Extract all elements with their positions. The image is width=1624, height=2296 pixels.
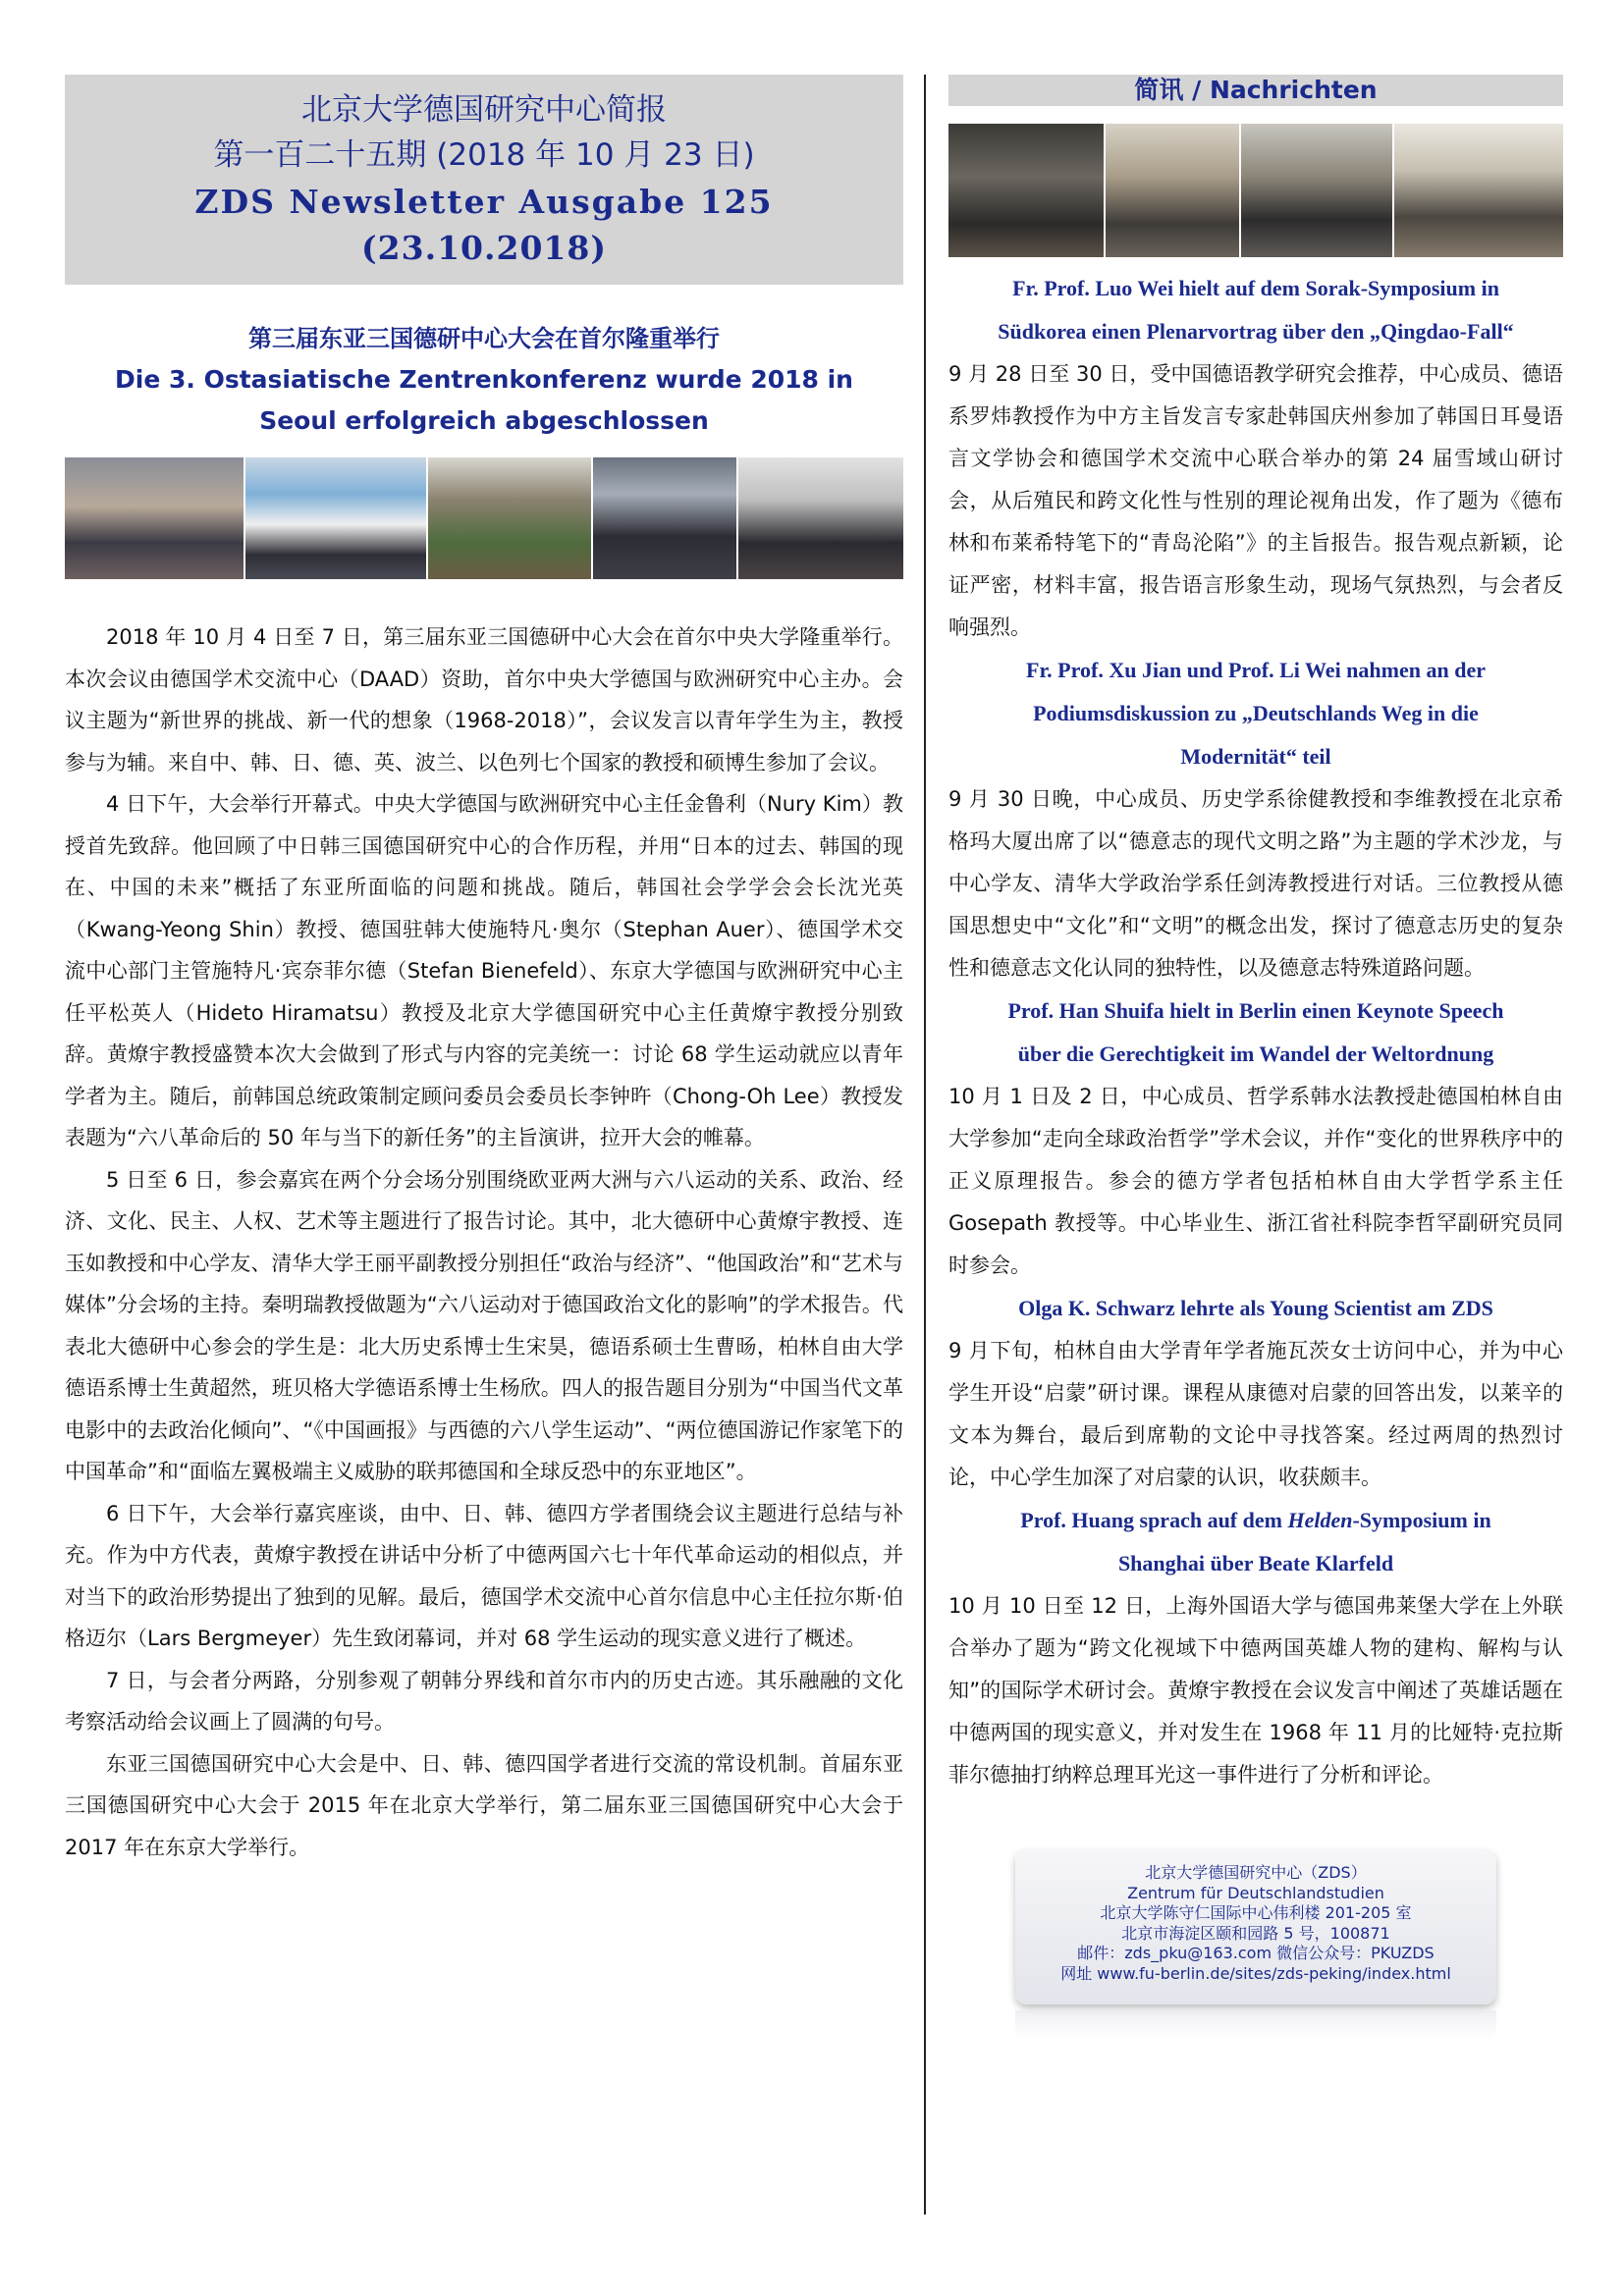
contact-box [1015, 1849, 1496, 2004]
contact-org-zh: 北京大学德国研究中心（ZDS） [1145, 1863, 1367, 1882]
news-title-part: -Symposium in [1352, 1508, 1491, 1532]
news-photo-audience [1106, 124, 1241, 257]
main-article-title-de-1: Die 3. Ostasiatische Zentrenkonferenz wurde 2018 in [115, 365, 853, 394]
news-body: 9 月 28 日至 30 日，受中国德语教学研究会推荐，中心成员、德语系罗炜教授作为中方主旨发言专家赴韩国庆州参加了韩国日耳曼语言文学协会和德国学术交流中心联合举办的第 24 届雪域山研讨会，从后殖民和跨文化性与性别的理论视角出发，作了题为《德布林和布莱希特笔下的“青岛沦陷”》的主旨报告。报告观点新颖，论证严密，材料丰富，报告语言形象生动，现场气氛热烈，与会者反响强烈。 [948, 362, 1563, 639]
main-article-title-zh: 第三届东亚三国德研中心大会在首尔隆重举行 [248, 325, 720, 352]
news-list [948, 267, 1563, 1796]
news-item [948, 1287, 1563, 1499]
news-title-line: Shanghai über Beate Klarfeld [1117, 1551, 1394, 1575]
news-body: 9 月下旬，柏林自由大学青年学者施瓦茨女士访问中心，并为中心学生开设“启蒙”研讨课。课程从康德对启蒙的回答出发，以莱辛的文本为舞台，最后到席勒的文论中寻找答案。经过两周的热烈讨论，中心学生加深了对启蒙的认识，收获颇丰。 [948, 1339, 1563, 1489]
main-article-paragraph: 4 日下午，大会举行开幕式。中央大学德国与欧洲研究中心主任金鲁利（Nury Kim）教授首先致辞。他回顾了中日韩三国德国研究中心的合作历程，并用“日本的过去、韩国的现在、中国的未来”概括了东亚所面临的问题和挑战。随后，韩国社会学学会会长沈光英（Kwang-Yeong Shin）教授、德国驻韩大使施特凡·奥尔（Stephan Auer）、德国学术交流中心部门主管施特凡·宾奈菲尔德（Stefan Bienefeld）、东京大学德国与欧洲研究中心主任平松英人（Hideto Hiramatsu）教授及北京大学德国研究中心主任黄燎宇教授分别致辞。黄燎宇教授盛赞本次大会做到了形式与内容的完美统一：讨论 68 学生运动就应以青年学者为主。随后，前韩国总统政策制定顾问委员会委员长李钟旿（Chong-Oh Lee）教授发表题为“六八革命后的 50 年与当下的新任务”的主旨演讲，拉开大会的帷幕。 [65, 792, 903, 1149]
main-article-paragraph: 6 日下午，大会举行嘉宾座谈，由中、日、韩、德四方学者围绕会议主题进行总结与补充。作为中方代表，黄燎宇教授在讲话中分析了中德两国六七十年代革命运动的相似点，并对当下的政治形势提出了独到的见解。最后，德国学术交流中心首尔信息中心主任拉尔斯·伯格迈尔（Lars Bergmeyer）先生致闭幕词，并对 68 学生运动的现实意义进行了概述。 [65, 1501, 903, 1650]
news-item [948, 1499, 1563, 1796]
masthead-issue-zh: 第一百二十五期 (2018 年 10 月 23 日) [213, 137, 755, 173]
conference-photo-building [428, 457, 593, 579]
masthead-date: (23.10.2018) [361, 229, 607, 267]
main-article-body [65, 616, 903, 1868]
news-title-line: Fr. Prof. Xu Jian und Prof. Li Wei nahmen an der [1026, 658, 1486, 682]
news-photo-lecture [948, 124, 1106, 257]
news-item [948, 267, 1563, 649]
main-article-paragraph: 7 日，与会者分两路，分别参观了朝韩分界线和首尔市内的历史古迹。其乐融融的文化考察活动给会议画上了圆满的句号。 [65, 1668, 903, 1734]
news-photo-strip [948, 124, 1563, 257]
news-item [948, 989, 1563, 1287]
contact-org-de: Zentrum für Deutschlandstudien [1127, 1883, 1384, 1902]
conference-photo-strip [65, 457, 903, 579]
contact-address-building: 北京大学陈守仁国际中心伟利楼 201-205 室 [1100, 1903, 1412, 1922]
main-article-paragraph: 东亚三国德国研究中心大会是中、日、韩、德四国学者进行交流的常设机制。首届东亚三国德国研究中心大会于 2015 年在北京大学举行，第二届东亚三国德国研究中心大会于 2017 年在东京大学举行。 [65, 1751, 903, 1859]
news-title-line: Südkorea einen Plenarvortrag über den „Qingdao-Fall“ [998, 319, 1514, 344]
contact-website[interactable]: 网址 www.fu-berlin.de/sites/zds-peking/index.html [1060, 1963, 1451, 1983]
main-article-paragraph: 2018 年 10 月 4 日至 7 日，第三届东亚三国德研中心大会在首尔中央大学隆重举行。本次会议由德国学术交流中心（DAAD）资助，首尔中央大学德国与欧洲研究中心主办。会议主题为“新世界的挑战、新一代的想象（1968-2018）”，会议发言以青年学生为主，教授参与为辅。来自中、韩、日、德、英、波兰、以色列七个国家的教授和硕博生参加了会议。 [65, 625, 903, 774]
news-title-line: Olga K. Schwarz lehrte als Young Scientist am ZDS [1018, 1296, 1493, 1320]
news-title-line: Fr. Prof. Luo Wei hielt auf dem Sorak-Symposium in [1012, 276, 1499, 300]
news-item [948, 649, 1563, 989]
conference-photo-participants [738, 457, 903, 579]
masthead-title-de: ZDS Newsletter Ausgabe 125 [194, 183, 774, 221]
conference-photo-panel [245, 457, 428, 579]
news-title-emphasis: Helden [1287, 1508, 1353, 1532]
conference-photo-group [65, 457, 245, 579]
news-title-line: über die Gerechtigkeit im Wandel der Weltordnung [1017, 1041, 1494, 1066]
masthead [65, 75, 903, 285]
news-body: 10 月 10 日至 12 日，上海外国语大学与德国弗莱堡大学在上外联合举办了题为“跨文化视域下中德两国英雄人物的建构、解构与认知”的国际学术研讨会。黄燎宇教授在会议发言中阐述了英雄话题在中德两国的现实意义，并对发生在 1968 年 11 月的比娅特·克拉斯菲尔德抽打纳粹总理耳光这一事件进行了分析和评论。 [948, 1594, 1563, 1787]
right-column [948, 75, 1563, 2040]
main-article-heading [65, 318, 903, 442]
news-photo-podium [1241, 124, 1394, 257]
main-article-paragraph: 5 日至 6 日，参会嘉宾在两个分会场分别围绕欧亚两大洲与六八运动的关系、政治、经济、文化、民主、人权、艺术等主题进行了报告讨论。其中，北大德研中心黄燎宇教授、连玉如教授和中心学友、清华大学王丽平副教授分别担任“政治与经济”、“他国政治”和“艺术与媒体”分会场的主持。秦明瑞教授做题为“六八运动对于德国政治文化的影响”的学术报告。代表北大德研中心参会的学生是：北大历史系博士生宋昊，德语系硕士生曹旸，柏林自由大学德语系博士生黄超然，班贝格大学德语系博士生杨欣。四人的报告题目分别为“中国当代文革电影中的去政治化倾向”、“《中国画报》与西德的六八学生运动”、“两位德国游记作家笔下的中国革命”和“面临左翼极端主义威胁的联邦德国和全球反恐中的东亚地区”。 [65, 1167, 903, 1483]
contact-address-street: 北京市海淀区颐和园路 5 号，100871 [1121, 1923, 1390, 1943]
news-title-line: Podiumsdiskussion zu „Deutschlands Weg in die [1033, 701, 1479, 725]
column-divider [924, 75, 926, 2215]
news-section-header: 简讯 / Nachrichten [948, 75, 1563, 106]
news-title-line [948, 1499, 1563, 1542]
news-body: 9 月 30 日晚，中心成员、历史学系徐健教授和李维教授在北京希格玛大厦出席了以“德意志的现代文明之路”为主题的学术沙龙，与中心学友、清华大学政治学系任剑涛教授进行对话。三位教授从德国思想史中“文化”和“文明”的概念出发，探讨了德意志历史的复杂性和德意志文化认同的独特性，以及德意志特殊道路问题。 [948, 787, 1563, 980]
contact-email[interactable]: 邮件：zds_pku@163.com 微信公众号：PKUZDS [1077, 1944, 1435, 1962]
news-photo-seminar [1394, 124, 1563, 257]
conference-photo-stage [593, 457, 738, 579]
news-title-line: Prof. Han Shuifa hielt in Berlin einen Keynote Speech [1007, 998, 1504, 1023]
contact-box-reflection [1015, 2010, 1496, 2040]
news-title-line: Modernität“ teil [1180, 744, 1331, 769]
masthead-title-zh: 北京大学德国研究中心简报 [301, 92, 667, 128]
news-body: 10 月 1 日及 2 日，中心成员、哲学系韩水法教授赴德国柏林自由大学参加“走向全球政治哲学”学术会议，并作“变化的世界秩序中的正义原理报告。参会的德方学者包括柏林自由大学哲学系主任 Gosepath 教授等。中心毕业生、浙江省社科院李哲罕副研究员同时参会。 [948, 1085, 1563, 1277]
left-column [65, 75, 903, 1868]
main-article-title-de-2: Seoul erfolgreich abgeschlossen [259, 406, 709, 435]
news-title-part: Prof. Huang sprach auf dem [1020, 1508, 1288, 1532]
